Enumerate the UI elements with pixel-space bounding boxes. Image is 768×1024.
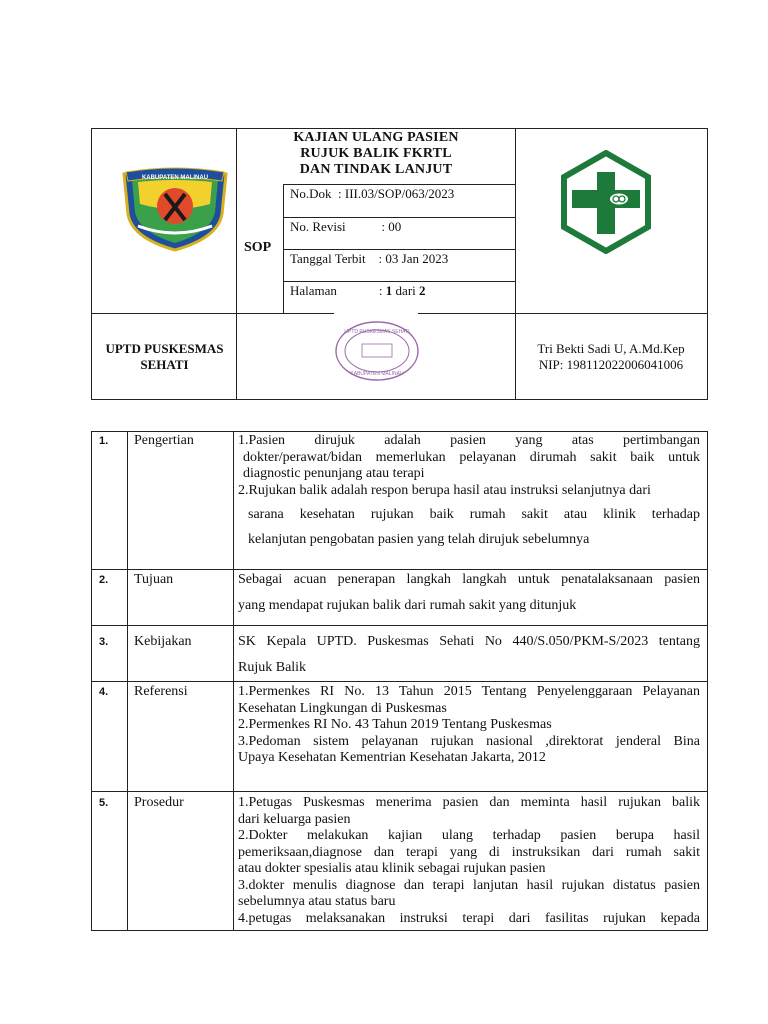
row-5-line-7: sebelumnya atau status baru [238,894,396,909]
row-5-line-2: dari keluarga pasien [238,811,351,827]
row-5-line-4: pemeriksaan,diagnose dan terapi yang di instruksikan dari rumah sakit [238,844,700,860]
row-1-title: Pengertian [134,433,194,448]
row-5-line-1: 1.Petugas Puskesmas menerima pasien dan meminta hasil rujukan balik [238,795,700,810]
row-5-number: 5. [99,797,109,809]
row-2-title: Tujuan [134,572,174,587]
row-5-content [238,795,700,927]
row-1-line-4: 2.Rujukan balik adalah respon berupa hasil atau instruksi selanjutnya dari [238,482,651,498]
page-colon: : [378,283,386,298]
row-4-line-2: Kesehatan Lingkungan di Puskesmas [238,700,447,716]
row-2-line-2: yang mendapat rujukan balik dari rumah sakit yang ditunjuk [238,597,577,613]
org-line-2: SEHATI [140,357,189,372]
org-line-1: UPTD PUSKESMAS [105,341,224,356]
page-of: dari [392,283,420,298]
document-title [237,130,515,178]
doc-number: No.Dok : III.03/SOP/063/2023 [290,186,455,201]
row-3-line-2: Rujuk Balik [238,659,307,675]
row-3-number: 3. [99,636,109,648]
official-stamp [334,320,420,382]
row-1-content [238,433,700,548]
title-line-1: KAJIAN ULANG PASIEN [293,130,459,145]
row-1-number: 1. [99,435,109,447]
row-5-line-3: 2.Dokter melakukan kajian ulang terhadap pasien berupa hasil [238,828,700,843]
row-4-number: 4. [99,686,109,698]
row-5-title: Prosedur [134,795,184,810]
signer-name: Tri Bekti Sadi U, A.Md.Kep [537,341,685,356]
organization-name [92,341,237,373]
page-number [290,283,426,299]
stamp-bottom-text: KABUPATEN MALINAU [350,371,404,377]
row-2-content [238,572,700,614]
row-5-line-5: atau dokter spesialis atau klinik sebagai rujukan pasien [238,861,546,876]
row-3-line-1: SK Kepala UPTD. Puskesmas Sehati No 440/S.050/PKM-S/2023 tentang [238,634,700,649]
row-4-line-3: 2.Permenkes RI No. 43 Tahun 2019 Tentang Puskesmas [238,717,552,732]
row-1-line-5: sarana kesehatan rujukan baik rumah sakit atau klinik terhadap [248,507,700,522]
row-3-title: Kebijakan [134,634,192,649]
row-4-content [238,684,700,767]
revision-number: No. Revisi : 00 [290,219,402,234]
row-2-number: 2. [99,574,109,586]
row-5-line-6: 3.dokter menulis diagnose dan terapi lanjutan hasil rujukan distatus pasien [238,877,700,893]
row-4-line-4: 3.Pedoman sistem pelayanan rujukan nasional ,direktorat jenderal Bina [238,733,700,749]
page-total: 2 [419,283,426,298]
row-1-line-2: dokter/perawat/bidan memerlukan pelayanan dirumah sakit baik untuk [243,449,700,465]
row-2-line-1: Sebagai acuan penerapan langkah langkah untuk penatalaksanaan pasien [238,572,700,587]
row-4-line-1: 1.Permenkes RI No. 13 Tahun 2015 Tentang Penyelenggaraan Pelayanan [238,684,700,699]
row-5-line-8: 4.petugas melaksanakan instruksi terapi dari fasilitas rujukan kepada [238,910,700,926]
row-1-line-6: kelanjutan pengobatan pasien yang telah dirujuk sebelumnya [248,531,590,547]
page-label: Halaman [290,283,337,298]
issue-date: Tanggal Terbit : 03 Jan 2023 [290,251,449,266]
title-line-3: DAN TINDAK LANJUT [299,162,453,177]
regency-logo [118,166,232,252]
puskesmas-logo [554,150,658,254]
stamp-text: UPTD PUSKESMAS SEHATI [344,329,410,335]
row-1-line-1: 1.Pasien dirujuk adalah pasien yang atas pertimbangan [238,433,700,448]
row-4-line-5: Upaya Kesehatan Kementrian Kesehatan Jakarta, 2012 [238,750,546,765]
page-current: 1 [385,283,393,298]
signer-nip: NIP: 198112022006041006 [538,357,684,372]
signatory [515,341,707,373]
row-3-content [238,634,700,676]
row-1-line-3: diagnostic penunjang atau terapi [243,466,425,481]
regency-logo-text: KABUPATEN MALINAU [141,175,209,181]
row-4-title: Referensi [134,684,188,699]
title-line-2: RUJUK BALIK FKRTL [300,146,452,161]
sop-label: SOP [244,240,272,255]
